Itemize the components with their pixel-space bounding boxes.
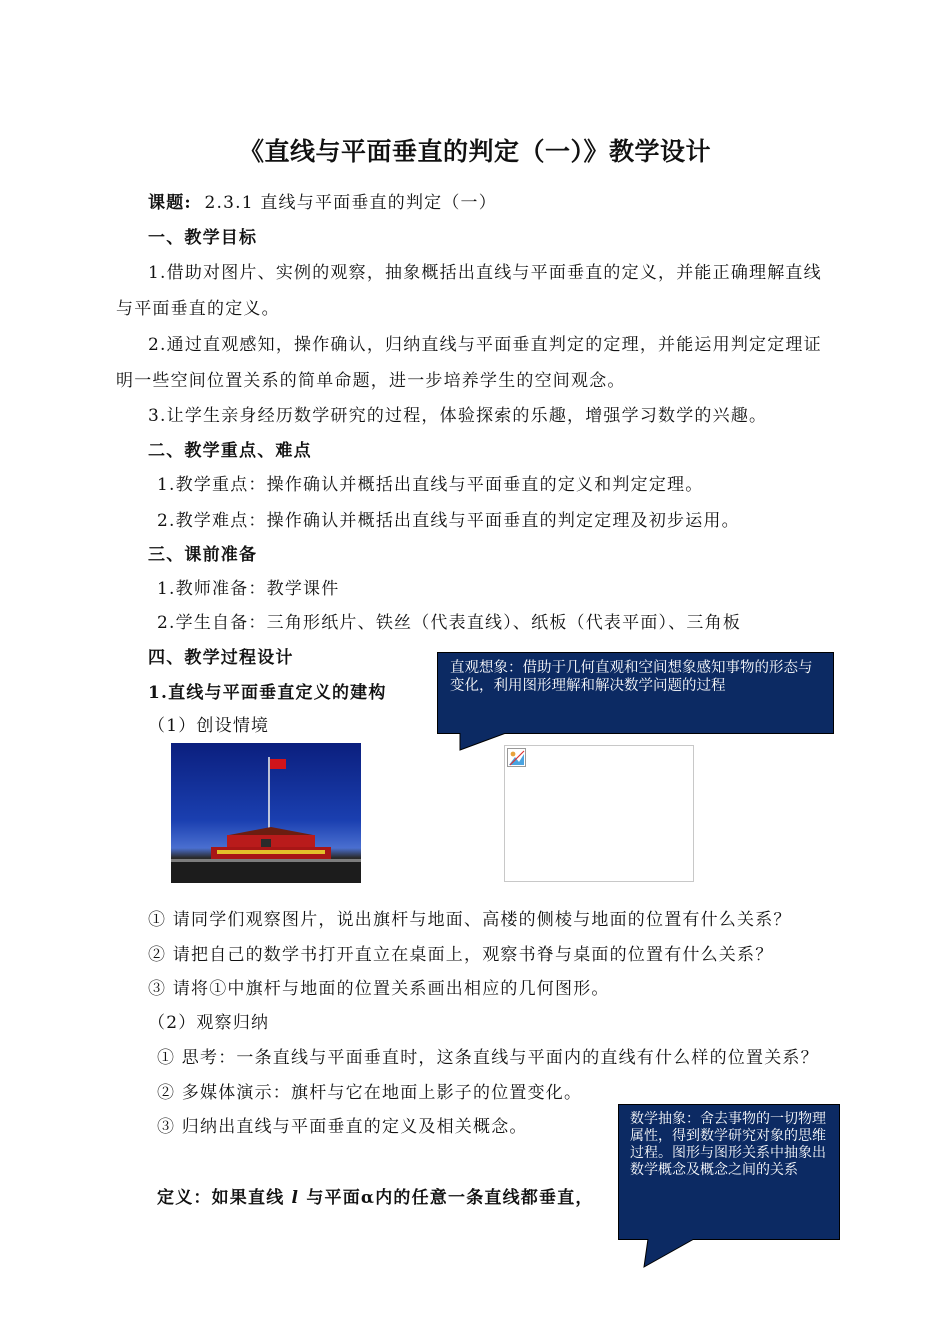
- flag-photo: [171, 743, 361, 883]
- goal-1-line-2: 与平面垂直的定义。: [116, 299, 280, 319]
- broken-image-frame: [504, 745, 694, 882]
- question-1: ① 请同学们观察图片，说出旗杆与地面、高楼的侧棱与地面的位置有什么关系？: [148, 910, 792, 930]
- intuition-callout-text: 直观想象：借助于几何直观和空间想象感知事物的形态与变化，利用图形理解和解决数学问题的过程: [450, 660, 813, 694]
- prep-1: 1.教师准备：教学课件: [157, 579, 340, 599]
- lesson-line: [148, 188, 497, 213]
- abstraction-callout-text: 数学抽象：舍去事物的一切物理属性，得到数学研究对象的思维过程。图形与图形关系中抽象出数学概念及概念之间的关系: [630, 1111, 826, 1178]
- keypoint-1: 1.教学重点：操作确认并概括出直线与平面垂直的定义和判定定理。: [157, 475, 704, 495]
- process-heading: 四、教学过程设计: [148, 648, 294, 668]
- intuition-callout: [437, 652, 834, 734]
- page-title: 《直线与平面垂直的判定（一）》教学设计: [238, 137, 711, 166]
- goal-3: 3.让学生亲身经历数学研究的过程，体验探索的乐趣，增强学习数学的兴趣。: [148, 406, 768, 426]
- flag-photo-drawing: [171, 743, 361, 883]
- goal-1-line-1: 1.借助对图片、实例的观察，抽象概括出直线与平面垂直的定义，并能正确理解直线: [148, 263, 822, 283]
- observe-3: ③ 归纳出直线与平面垂直的定义及相关概念。: [157, 1117, 528, 1137]
- goals-heading: 一、教学目标: [148, 228, 258, 248]
- lesson-value: 2.3.1 直线与平面垂直的判定（一）: [204, 193, 497, 213]
- prep-2: 2.学生自备：三角形纸片、铁丝（代表直线）、纸板（代表平面）、三角板: [157, 613, 742, 633]
- observe-heading: （2）观察归纳: [148, 1013, 270, 1033]
- abstraction-callout-tail: [642, 1239, 696, 1269]
- keypoint-2: 2.教学难点：操作确认并概括出直线与平面垂直的判定定理及初步运用。: [157, 511, 740, 531]
- goal-2-line-1: 2.通过直观感知，操作确认，归纳直线与平面垂直判定的定理，并能运用判定定理证: [148, 335, 822, 355]
- scenario-heading: （1）创设情境: [148, 716, 270, 736]
- broken-image-icon: [507, 748, 527, 768]
- definition-var: l: [291, 1188, 300, 1208]
- definition-line: [157, 1183, 594, 1208]
- goal-2-line-2: 明一些空间位置关系的简单命题，进一步培养学生的空间观念。: [116, 371, 626, 391]
- question-3: ③ 请将①中旗杆与地面的位置关系画出相应的几何图形。: [148, 979, 610, 999]
- observe-1: ① 思考：一条直线与平面垂直时，这条直线与平面内的直线有什么样的位置关系？: [157, 1048, 819, 1068]
- definition-suffix: 与平面α内的任意一条直线都垂直，: [299, 1188, 594, 1208]
- question-2: ② 请把自己的数学书打开直立在桌面上，观察书脊与桌面的位置有什么关系？: [148, 945, 774, 965]
- abstraction-callout: [618, 1104, 840, 1240]
- intuition-callout-tail: [458, 733, 508, 753]
- lesson-label: 课题:: [148, 193, 192, 213]
- observe-2: ② 多媒体演示：旗杆与它在地面上影子的位置变化。: [157, 1083, 583, 1103]
- keypoints-heading: 二、教学重点、难点: [148, 441, 312, 461]
- definition-prefix: 定义：如果直线: [157, 1188, 292, 1208]
- prep-heading: 三、课前准备: [148, 545, 258, 565]
- process-sub-1: 1.直线与平面垂直定义的建构: [148, 683, 387, 703]
